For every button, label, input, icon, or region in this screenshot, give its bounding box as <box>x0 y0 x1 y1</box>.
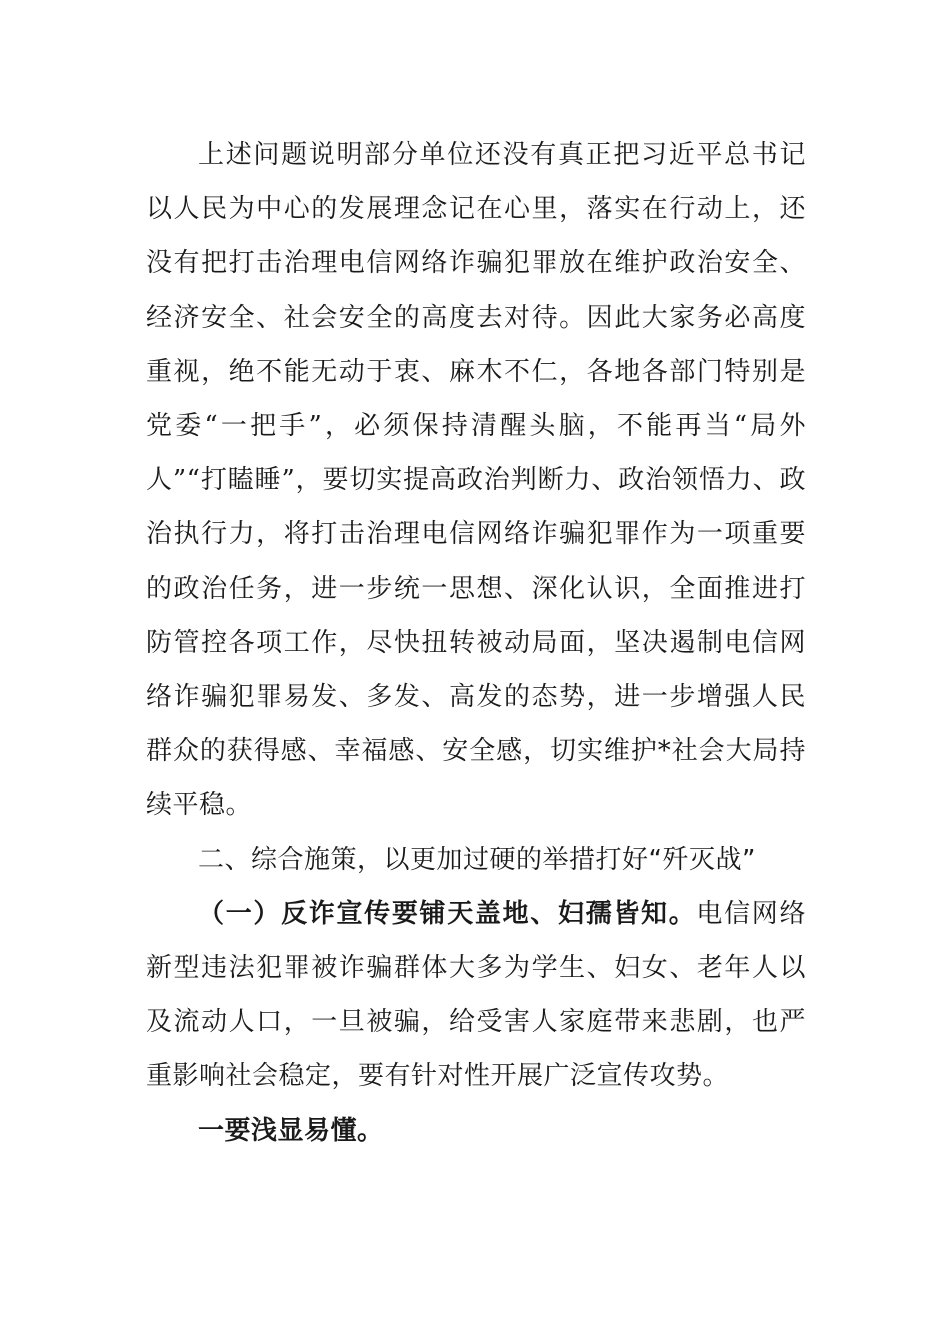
section-heading: 二、综合施策，以更加过硬的举措打好“歼灭战” <box>198 844 756 875</box>
subsection-paragraph <box>146 887 806 1104</box>
body-paragraph: 上述问题说明部分单位还没有真正把习近平总书记以人民为中心的发展理念记在心里，落实在行动上，还没有把打击治理电信网络诈骗犯罪放在维护政治安全、经济安全、社会安全的高度去对待。因此大家务必高度重视，绝不能无动于衷、麻木不仁，各地各部门特别是党委“一把手”，必须保持清醒头脑，不能再当“局外人”“打瞌睡”，要切实提高政治判断力、政治领悟力、政治执行力，将打击治理电信网络诈骗犯罪作为一项重要的政治任务，进一步统一思想、深化认识，全面推进打防管控各项工作，尽快扭转被动局面，坚决遏制电信网络诈骗犯罪易发、多发、高发的态势，进一步增强人民群众的获得感、幸福感、安全感，切实维护*社会大局持续平稳。 <box>146 140 806 821</box>
subsection-body: 电信网络新型违法犯罪被诈骗群体大多为学生、妇女、老年人以及流动人口，一旦被骗，给受害人家庭带来悲剧，也严重影响社会稳定，要有针对性开展广泛宣传攻势。 <box>146 898 806 1092</box>
point-heading: 一要浅显易懂。 <box>198 1115 384 1146</box>
subsection-title: （一）反诈宣传要铺天盖地、妇孺皆知。 <box>198 898 697 929</box>
document-body <box>146 128 806 1158</box>
